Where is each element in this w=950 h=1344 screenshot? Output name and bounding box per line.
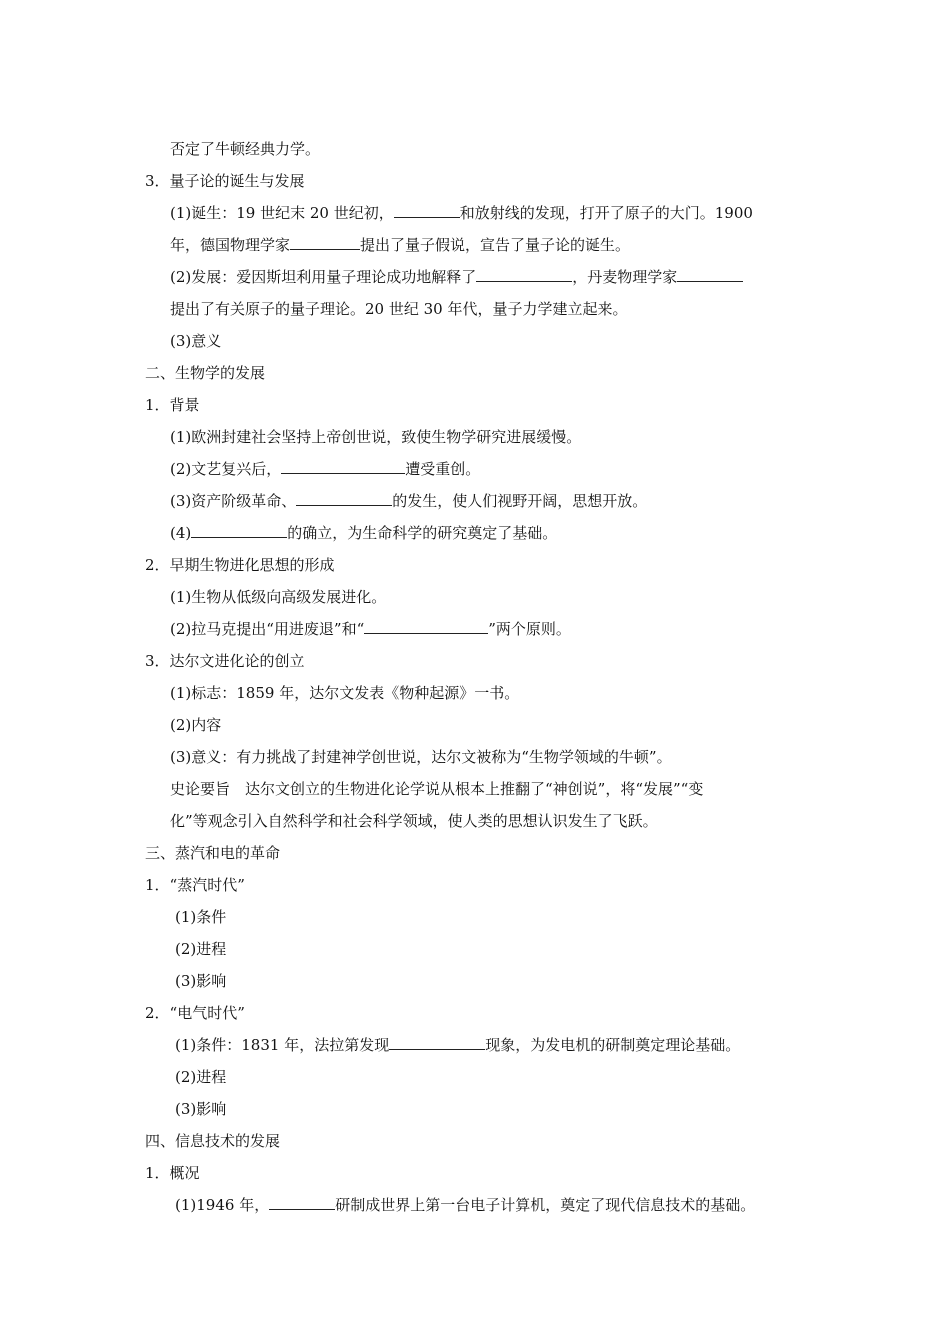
chapter-heading: 三、蒸汽和电的革命 xyxy=(145,844,281,862)
section-heading: 1．概况 xyxy=(145,1164,200,1182)
fill-blank[interactable] xyxy=(677,267,743,282)
text-line: (2)拉马克提出“用进废退”和“ ”两个原则。 xyxy=(170,620,571,638)
text-line: (3)意义：有力挑战了封建神学创世说，达尔文被称为“生物学领域的牛顿”。 xyxy=(170,748,672,766)
fill-blank[interactable] xyxy=(394,203,460,218)
text-line: 史论要旨 达尔文创立的生物进化论学说从根本上推翻了“神创说”，将“发展”“变 xyxy=(170,780,704,798)
section-heading: 1．背景 xyxy=(145,396,200,414)
text-line: (2)进程 xyxy=(175,1068,227,1086)
fill-blank[interactable] xyxy=(290,235,360,250)
fill-blank[interactable] xyxy=(191,523,287,538)
text-line: (1)1946 年， 研制成世界上第一台电子计算机，奠定了现代信息技术的基础。 xyxy=(175,1196,756,1214)
text-line: (1)生物从低级向高级发展进化。 xyxy=(170,588,387,606)
text-line: (3)影响 xyxy=(175,972,227,990)
text-line: (2)进程 xyxy=(175,940,227,958)
chapter-heading: 四、信息技术的发展 xyxy=(145,1132,281,1150)
section-heading: 3．达尔文进化论的创立 xyxy=(145,652,305,670)
text-line: 化”等观念引入自然科学和社会科学领域，使人类的思想认识发生了飞跃。 xyxy=(170,812,658,830)
text-line: (3)意义 xyxy=(170,332,222,350)
fill-blank[interactable] xyxy=(476,267,572,282)
text-line: (1)条件 xyxy=(175,908,227,926)
text-line: (1)条件：1831 年，法拉第发现 现象，为发电机的研制奠定理论基础。 xyxy=(175,1036,741,1054)
fill-blank[interactable] xyxy=(389,1035,485,1050)
text-line: (1)欧洲封建社会坚持上帝创世说，致使生物学研究进展缓慢。 xyxy=(170,428,582,446)
section-heading: 1．“蒸汽时代” xyxy=(145,876,245,894)
fill-blank[interactable] xyxy=(364,619,488,634)
text-line: (2)发展：爱因斯坦利用量子理论成功地解释了 ，丹麦物理学家 xyxy=(170,267,743,287)
text-line: 年，德国物理学家 提出了量子假说，宣告了量子论的诞生。 xyxy=(170,236,631,254)
text-line: (2)内容 xyxy=(170,716,222,734)
text-line: 否定了牛顿经典力学。 xyxy=(170,140,321,158)
fill-blank[interactable] xyxy=(296,491,392,506)
text-line: (2)文艺复兴后， 遭受重创。 xyxy=(170,460,481,478)
text-line: (1)标志：1859 年，达尔文发表《物种起源》一书。 xyxy=(170,684,520,702)
text-line: 提出了有关原子的量子理论。20 世纪 30 年代，量子力学建立起来。 xyxy=(170,300,628,318)
text-line: (4) 的确立，为生命科学的研究奠定了基础。 xyxy=(170,524,558,542)
section-heading: 2．“电气时代” xyxy=(145,1004,245,1022)
fill-blank[interactable] xyxy=(269,1195,335,1210)
fill-blank[interactable] xyxy=(281,459,405,474)
chapter-heading: 二、生物学的发展 xyxy=(145,364,266,382)
section-heading: 3．量子论的诞生与发展 xyxy=(145,172,305,190)
text-line: (1)诞生：19 世纪末 20 世纪初， 和放射线的发现，打开了原子的大门。1900 xyxy=(170,204,753,222)
section-heading: 2．早期生物进化思想的形成 xyxy=(145,556,335,574)
text-line: (3)影响 xyxy=(175,1100,227,1118)
text-line: (3)资产阶级革命、 的发生，使人们视野开阔，思想开放。 xyxy=(170,492,648,510)
